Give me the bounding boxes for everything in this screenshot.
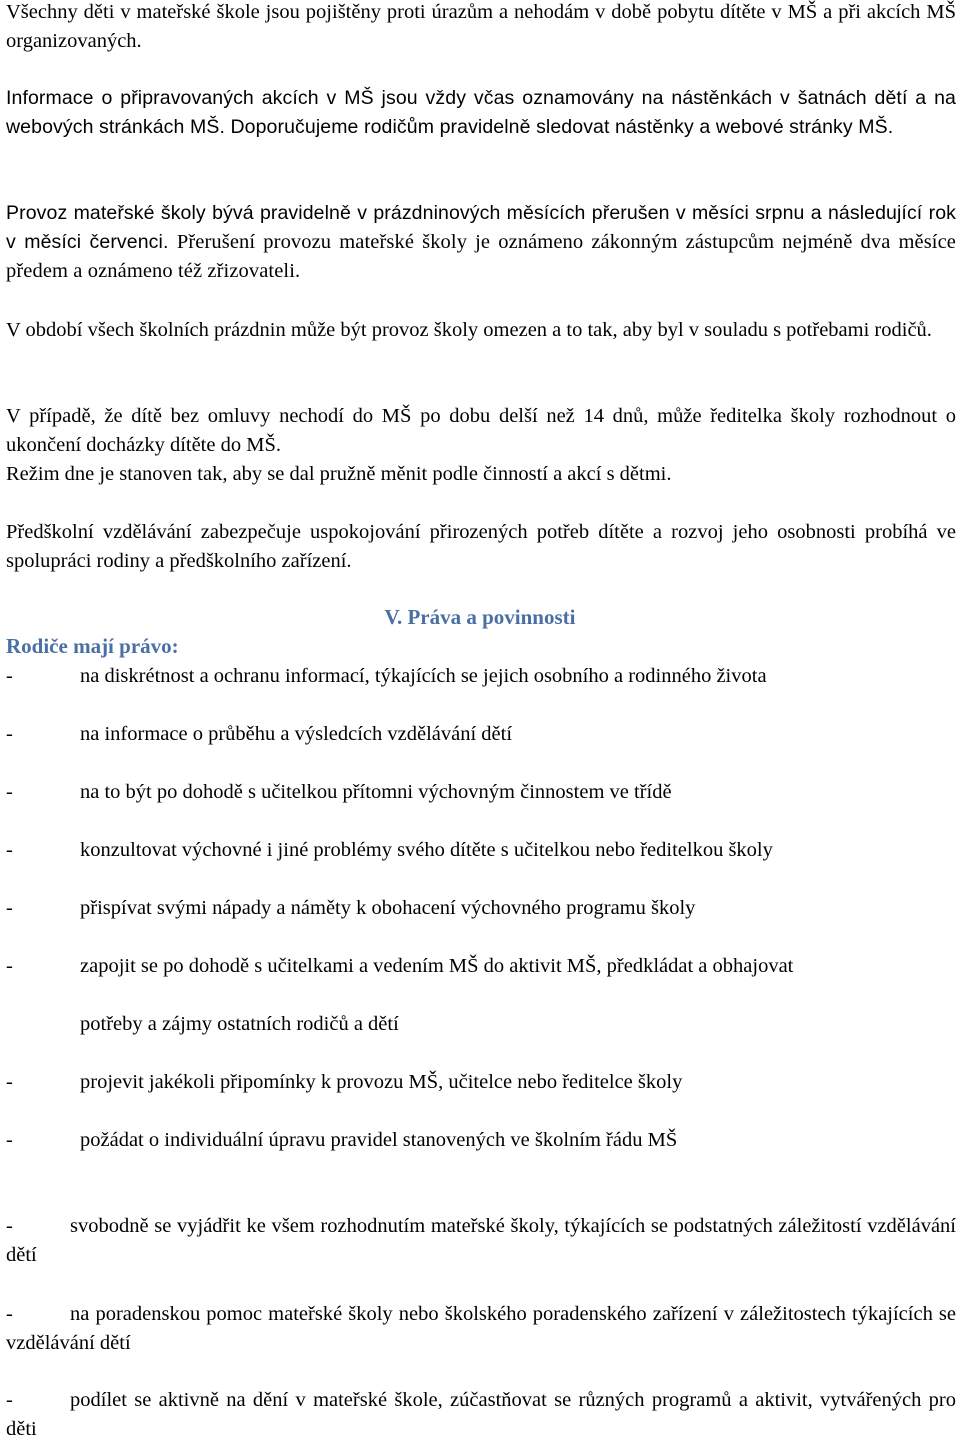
list-item-text: na diskrétnost a ochranu informací, týkajících se jejich osobního a rodinného života (80, 665, 767, 687)
list-dash: - (6, 1389, 13, 1411)
paragraph-daily-regime: Režim dne je stanoven tak, aby se dal pružně měnit podle činností a akcí s dětmi. (6, 463, 672, 485)
list-item (6, 1126, 956, 1155)
list-dash: - (6, 1129, 13, 1151)
list-dash: - (6, 1303, 13, 1325)
list-item-text: podílet se aktivně na dění v mateřské škole, zúčastňovat se různých programů a aktivit, vytvářených pro děti (6, 1389, 956, 1440)
list-dash: - (6, 955, 13, 977)
list-item (6, 1068, 956, 1097)
list-item-text: přispívat svými nápady a náměty k obohacení výchovného programu školy (80, 897, 696, 919)
paragraph-insurance: Všechny děti v mateřské škole jsou pojištěny proti úrazům a nehodám v době pobytu dítěte v MŠ a při akcích MŠ organizovaných. (6, 1, 956, 52)
list-item-text: zapojit se po dohodě s učitelkami a vedením MŠ do aktivit MŠ, předkládat a obhajovat (80, 955, 794, 977)
list-item (6, 1386, 956, 1444)
list-item-continuation: potřeby a zájmy ostatních rodičů a dětí (80, 1013, 399, 1035)
list-item-text: na informace o průběhu a výsledcích vzdělávání dětí (80, 723, 513, 745)
list-item (6, 836, 956, 865)
list-item (6, 1300, 956, 1358)
list-dash: - (6, 723, 13, 745)
paragraph-operation-interruption-part1: Provoz mateřské školy bývá pravidelně v prázdninových měsících přerušen v měsíci srpnu a následující rok v měsíci červenci. (6, 202, 956, 253)
list-item-text: požádat o individuální úpravu pravidel stanovených ve školním řádu MŠ (80, 1129, 678, 1151)
list-dash: - (6, 897, 13, 919)
list-item-text: konzultovat výchovné i jiné problémy svého dítěte s učitelkou nebo ředitelkou školy (80, 839, 773, 861)
list-item (6, 894, 956, 923)
paragraph-preschool-education: Předškolní vzdělávání zabezpečuje uspokojování přirozených potřeb dítěte a rozvoj jeho osobnosti probíhá ve spolupráci rodiny a předškolního zařízení. (6, 521, 956, 572)
paragraph-operation-interruption (6, 199, 956, 286)
list-dash: - (6, 1215, 13, 1237)
list-dash: - (6, 839, 13, 861)
list-item-text: projevit jakékoli připomínky k provozu MŠ, učitelce nebo ředitelce školy (80, 1071, 683, 1093)
list-item (6, 662, 956, 691)
list-dash: - (6, 1071, 13, 1093)
list-item (6, 952, 956, 981)
list-item (6, 778, 956, 807)
section-subheading: Rodiče mají právo: (6, 634, 179, 658)
paragraph-absence: V případě, že dítě bez omluvy nechodí do MŠ po dobu delší než 14 dnů, může ředitelka školy rozhodnout o ukončení docházky dítěte do MŠ. (6, 405, 956, 456)
list-dash: - (6, 781, 13, 803)
list-item-text: na poradenskou pomoc mateřské školy nebo školského poradenského zařízení v záležitostech týkajících se vzdělávání dětí (6, 1303, 956, 1354)
paragraph-operation-interruption-part2: Přerušení provozu mateřské školy je oznámeno zákonným zástupcům nejméně dva měsíce předem a oznámeno též zřizovateli. (6, 231, 956, 282)
list-item (6, 1212, 956, 1270)
list-item-text: svobodně se vyjádřit ke všem rozhodnutím mateřské školy, týkajících se podstatných záležitostí vzdělávání dětí (6, 1215, 956, 1266)
list-item (6, 720, 956, 749)
paragraph-holidays: V období všech školních prázdnin může být provoz školy omezen a to tak, aby byl v souladu s potřebami rodičů. (6, 319, 932, 341)
list-dash: - (6, 665, 13, 687)
paragraph-information: Informace o připravovaných akcích v MŠ jsou vždy včas oznamovány na nástěnkách v šatnách dětí a na webových stránkách MŠ. Doporučujeme rodičům pravidelně sledovat nástěnky a webové stránky MŠ. (6, 87, 956, 138)
section-heading: V. Práva a povinnosti (384, 605, 576, 629)
list-item-text: na to být po dohodě s učitelkou přítomni výchovným činnostem ve třídě (80, 781, 672, 803)
